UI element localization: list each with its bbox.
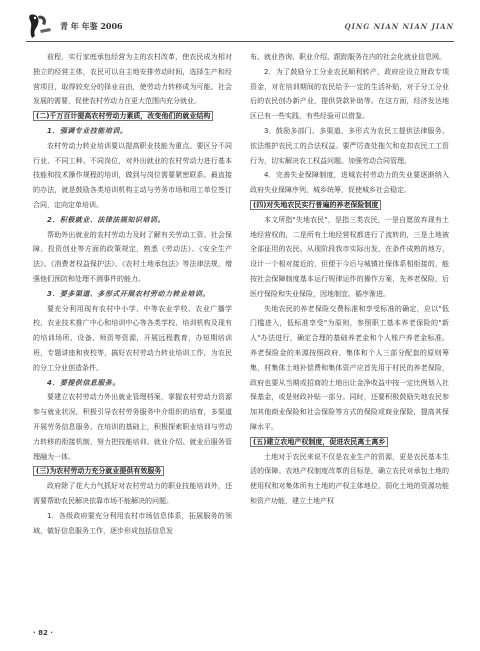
subheading: 2．积极就业、法律法规知识培训。 bbox=[47, 215, 165, 224]
paragraph: 2．为了鼓励分工分业农民顺利转产，政府应设立财政专项资金，对在培训期间的农民给予一定的生活补贴，对于分工分业后的农民创办新产业，提供贷款补助等。在这方面，经济发达地区已有一些实践，有些经验可以借鉴。 bbox=[250, 67, 449, 121]
paragraph: 4．完善失业保障制度，进城农村劳动力的失业要逐渐纳入政府失业保障序列，城乡统筹，促使城乡社会稳定。 bbox=[250, 171, 449, 195]
paragraph: 失地农民的养老保险交费标准和享受标准的确定，应以"低门槛进入，低标准享受"为原则，参照职工基本养老保险的"新人"办法进行，确定合理的基础养老金和个人账户养老金标准。养老保险金的来源按照政府、集体和个人三部分配套的原则筹集，村集体土地补偿费和集体资产应首先用于村民的养老保险，政府也要从当期或招商的土地出让金净收益中按一定比例划入社保基金，或是财政补贴一部分。同时，还要积极鼓励失地农民参加其他商业保险和社会保险等方式的保险或商业保险，提高其保障水平。 bbox=[250, 304, 449, 431]
right-column bbox=[250, 50, 449, 509]
left-column bbox=[33, 50, 232, 538]
paragraph: 要充分利用现有农村中小学、中等农业学校、农业广播学校、农业技术推广中心和培训中心等各类学校、培训机构及现有的培训场所、设备、师资等资源，开展远程教育，办短期培训班，专题讲座和夜校等，搞好农村劳动力转业培训工作，为农民的分工分业创造条件。 bbox=[33, 304, 232, 372]
section-heading-text: (四)对失地农民实行普遍的养老保险制度 bbox=[250, 200, 381, 210]
page-header bbox=[26, 12, 454, 40]
header-title: 青 年 年鉴 2006 bbox=[60, 21, 123, 31]
paragraph: 布、就业咨询、职业介绍、跟踪服务在内的社会化就业信息网。 bbox=[250, 53, 446, 61]
yearbook-logo-icon bbox=[26, 12, 60, 40]
paragraph: 1．各级政府要充分利用农村市场信息体系，拓展服务的领域，做好信息服务工作，逐步形成包括信息发 bbox=[33, 511, 232, 535]
section-heading bbox=[250, 435, 449, 450]
subheading: 4．要提供信息服务。 bbox=[47, 378, 120, 387]
paragraph: 土地对于农民来说不仅是农业生产的资源，更是农民基本生活的保障。农地产权制度改革的目标是，确立农民对承包土地的使用权和对集体所有土地的产权主体地位，弱化土地的资源功能和资产功能，建立土地产权 bbox=[250, 452, 449, 505]
paragraph: 帮助外出就业的农村劳动力及时了解有关劳动工资、社会保障、投资创业等方面的政策规定，熟悉《劳动法》、《安全生产法》、《消费者权益保护法》、《农村土地承包法》等法律法规，增强他们预防和处理不测事件的能力。 bbox=[33, 230, 232, 283]
subheading: 1．强调专业技能培训。 bbox=[47, 126, 128, 135]
paragraph: 政府除了花大力气抓好对农村劳动力的职业技能培训外，还需要帮助农民解决依靠市场不能解决的问题。 bbox=[33, 482, 232, 505]
paragraph: 农村劳动力转业培训要以提高职业技能为重点。要区分不同行业、不同工种、不同岗位，对外出就业的农村劳动力进行基本技能和技术操作规程的培训，做到与岗位需要紧密联系。最直接的办法，就是鼓励各类培训机构主动与劳务市场和用工单位签订合同，定向定单培训。 bbox=[33, 141, 232, 209]
section-heading bbox=[250, 198, 449, 213]
section-heading-text: (二)千万百计提高农村劳动力素质，改变他们的就业结构 bbox=[33, 111, 213, 121]
header-rule bbox=[26, 41, 454, 42]
page-number: · 82 · bbox=[33, 629, 53, 637]
section-heading bbox=[33, 464, 232, 479]
section-heading-text: (五)建立农地产权制度，促进农民离土离乡 bbox=[250, 437, 388, 447]
section-heading bbox=[33, 109, 232, 124]
header-subtitle: QING NIAN NIAN JIAN bbox=[344, 22, 454, 31]
paragraph: 本文所指"失地农民"，是指三类农民，一是自愿放弃现有土地经营权的，二是所有土地经营权都进行了流转的，三是土地被全部征用的农民。从现阶段我市实际出发，在条件成熟的地方，设计一个相对接近的，但便于今后与城镇社保体系相衔接的，能按社会保障制度基本运行规律运作的操作方案，先养老保险，后医疗保险和失业保险，因地制宜、循序渐进。 bbox=[250, 215, 449, 298]
paragraph: 要建立农村劳动力外出就业管理档案，掌握农村劳动力资源参与就业状况，积极引导农村劳务服务中介组织的培育，多渠道开展劳务信息服务。在培训的基础上，积极探索职业培训与劳动力转移的衔接机制，努力把技能培训、就业介绍、就业后服务管理融为一体。 bbox=[33, 393, 232, 461]
section-heading-text: (三)为农村劳动力充分就业提供有效服务 bbox=[33, 466, 164, 476]
paragraph: 前程，实行家庭承包经营为主的农村改革，使农民成为相对独立的经营主体，农民可以自主地安排劳动时间，选择生产和经营项目，取得较充分的择业自由，使劳动力转移成为可能。社会发展的需要，促使农村劳动力在更大范围内充分就业。 bbox=[33, 53, 232, 106]
paragraph: 3．鼓励多部门、多渠道、多形式为农民工提供法律服务。依法维护农民工的合法权益。要严厉查处拖欠和克扣农民工工资行为，切实解决农工权益问题。加强劳动合同管理。 bbox=[250, 126, 449, 165]
subheading: 3．要多渠道、多形式开展农村劳动力转业培训。 bbox=[47, 289, 210, 298]
